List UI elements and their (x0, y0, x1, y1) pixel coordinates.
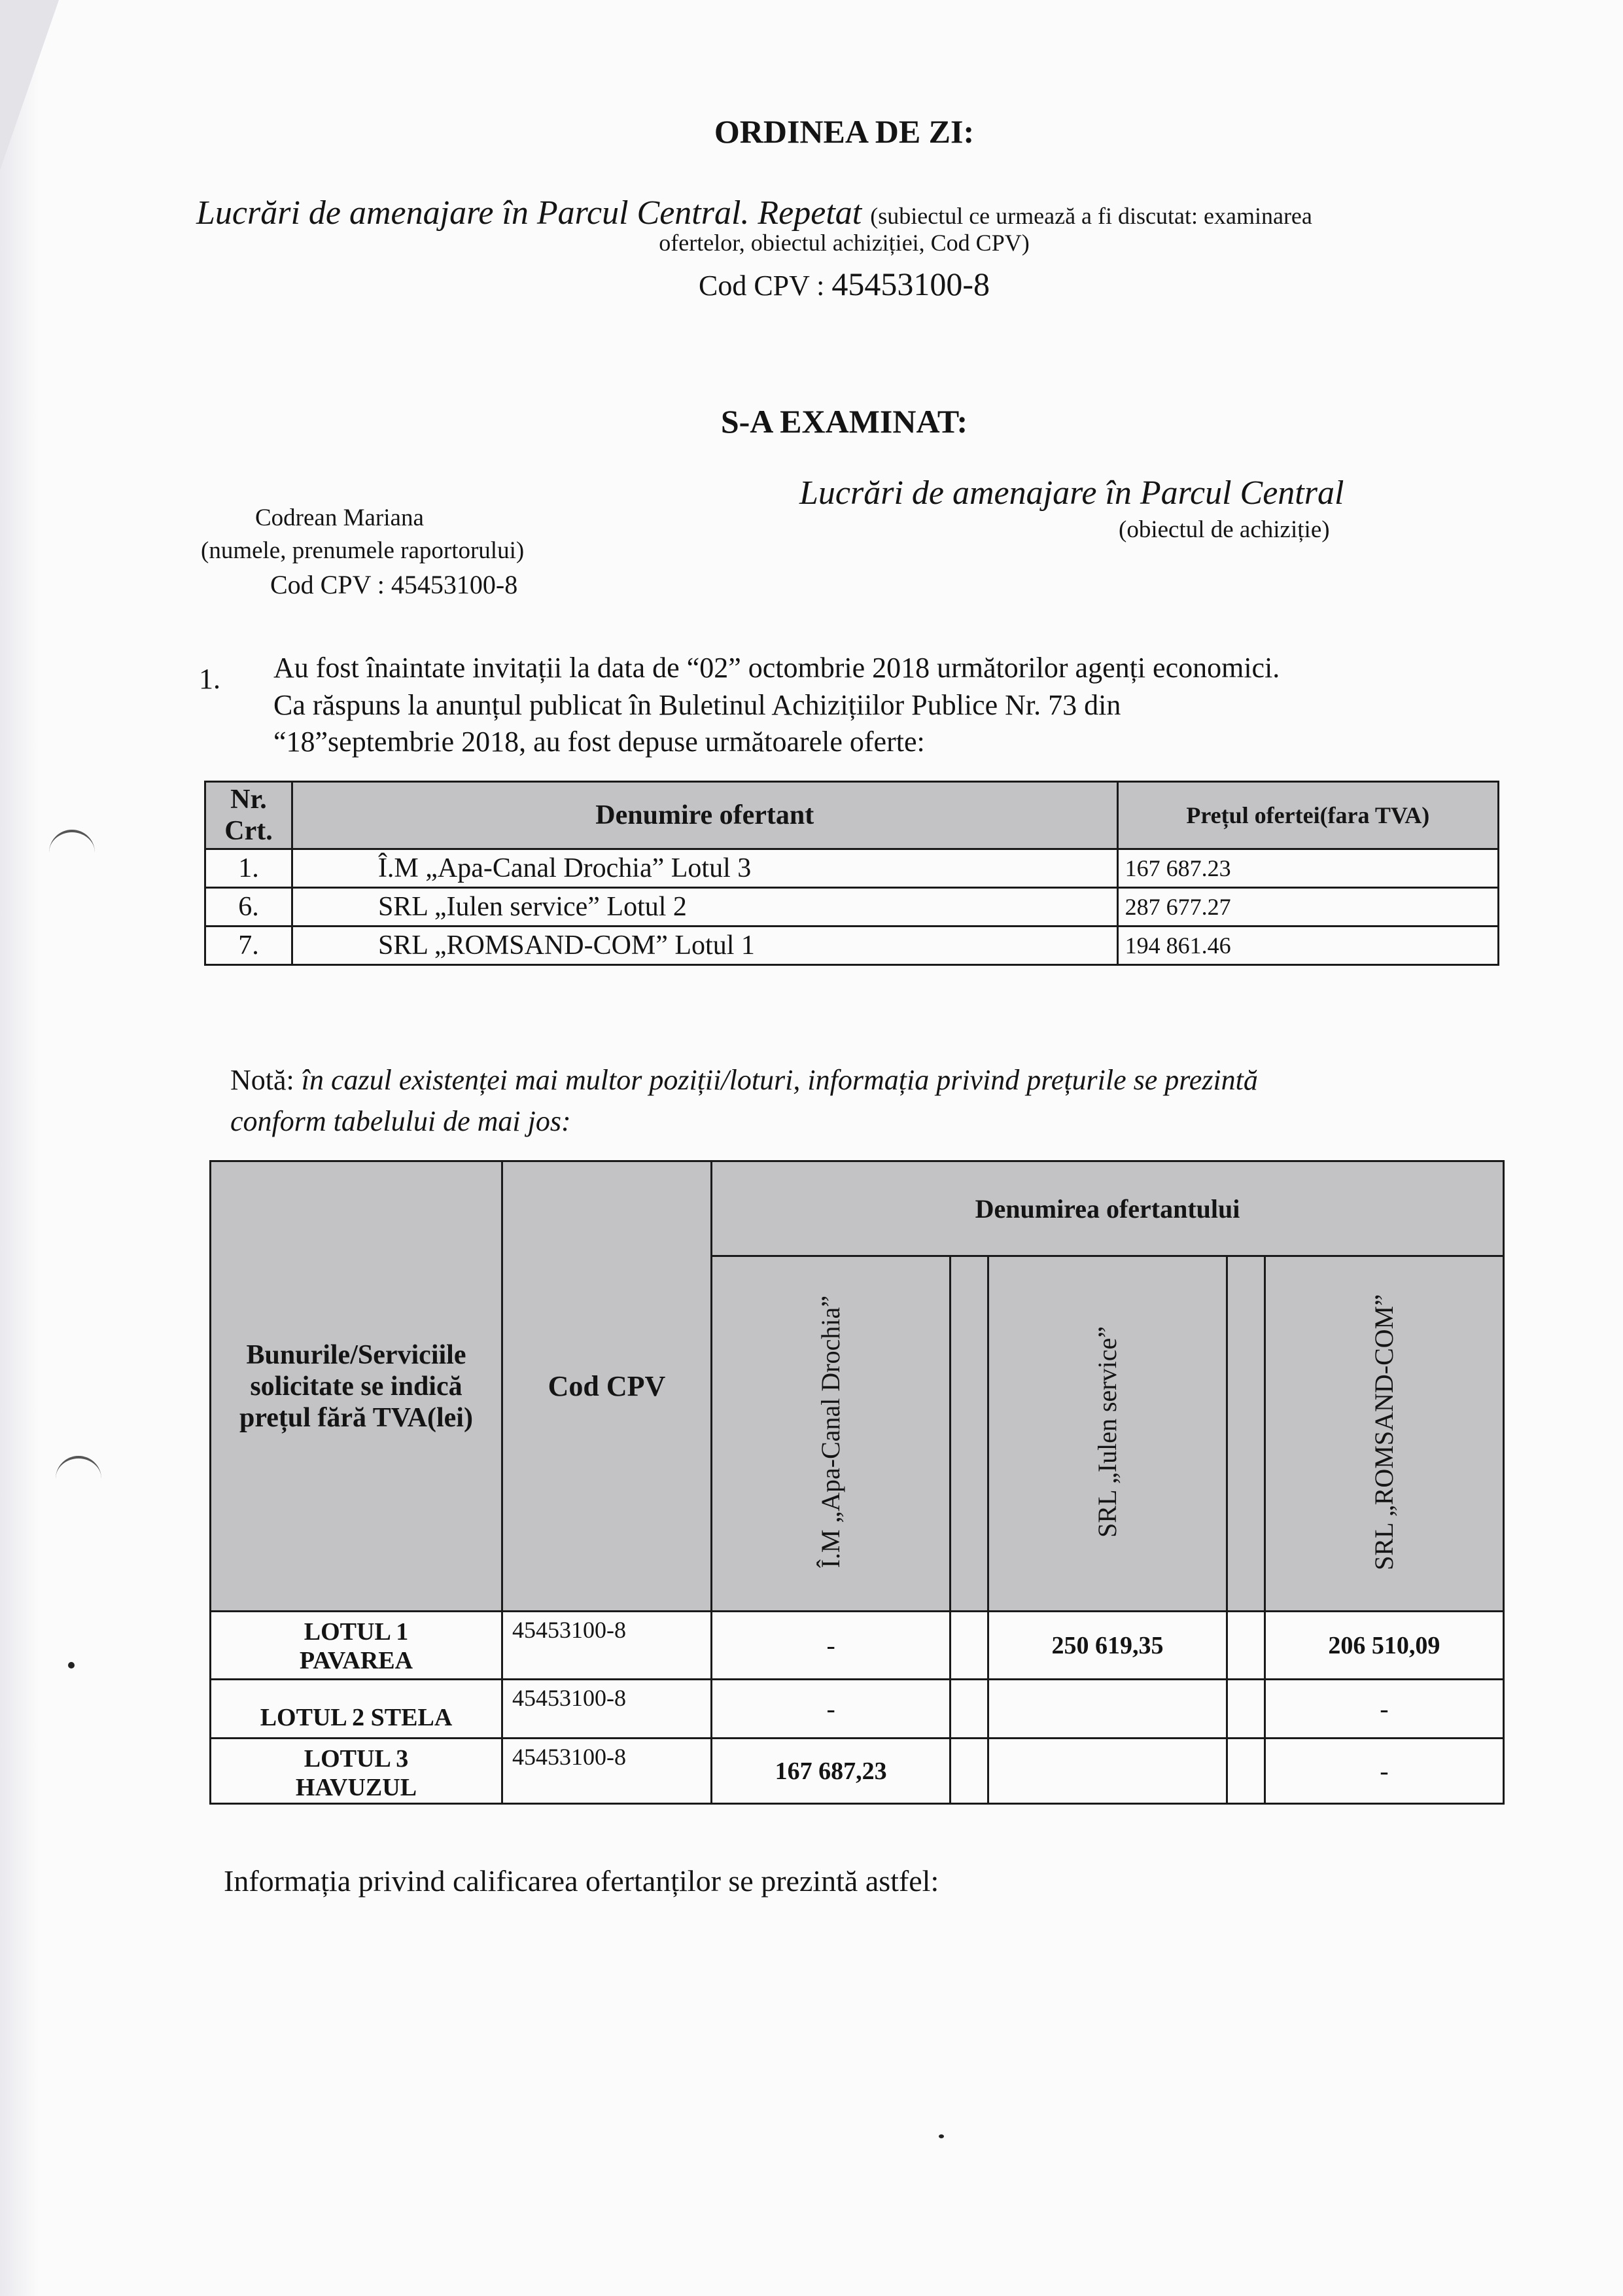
paragraph-line-3: “18”septembrie 2018, au fost depuse următoarele oferte: (273, 726, 925, 758)
subject-line (196, 194, 1312, 232)
row-price: 167 687.23 (1117, 849, 1498, 888)
lot-cpv: 45453100-8 (502, 1612, 711, 1680)
object-label: (obiectul de achiziție) (1119, 516, 1330, 543)
note-text: în cazul existenței mai multor poziții/loturi, informația privind prețurile se prezintă (301, 1064, 1258, 1096)
lot-price: - (1265, 1680, 1503, 1739)
lot-cell (211, 1680, 502, 1739)
agenda-title: ORDINEA DE ZI: (714, 113, 975, 150)
paragraph-line-2: Ca răspuns la anunțul publicat în Buletinul Achizițiilor Publice Nr. 73 din (273, 689, 1121, 721)
lots-header-row (211, 1161, 1504, 1256)
lot-name: LOTUL 1 (304, 1618, 409, 1646)
lot-subname: HAVUZUL (295, 1774, 417, 1801)
lot-price: - (712, 1612, 951, 1680)
examined-title: S-A EXAMINAT: (720, 403, 968, 440)
spacer-cell (951, 1739, 988, 1804)
paragraph-line-1: Au fost înaintate invitații la data de “02” octombrie 2018 următorilor agenți economici. (273, 652, 1280, 684)
spacer-cell (1227, 1739, 1265, 1804)
lot-price: 250 619,35 (988, 1612, 1227, 1680)
lot-name: LOTUL 3 (304, 1745, 409, 1773)
row-nr: 1. (205, 849, 292, 888)
bidder-name: SRL „Iulen service” (1092, 1326, 1122, 1538)
row-bidder: Î.M „Apa-Canal Drochia” Lotul 3 (292, 849, 1117, 888)
row-bidder: SRL „ROMSAND-COM” Lotul 1 (292, 927, 1117, 965)
lot-price (988, 1680, 1227, 1739)
subject-note-continued: ofertelor, obiectul achiziției, Cod CPV) (659, 230, 1030, 256)
reporter-cpv: Cod CPV : 45453100-8 (270, 570, 518, 599)
table-row (211, 1612, 1504, 1680)
row-price: 194 861.46 (1117, 927, 1498, 965)
scan-speck (68, 1662, 75, 1669)
cpv-line (0, 265, 1623, 303)
lot-cpv: 45453100-8 (502, 1680, 711, 1739)
lot-price: - (1265, 1739, 1503, 1804)
header-bidders-group: Denumirea ofertantului (712, 1161, 1504, 1256)
table-row (205, 849, 1499, 888)
row-nr: 6. (205, 888, 292, 927)
bidder-header (988, 1256, 1227, 1612)
cpv-prefix: Cod CPV : (698, 270, 832, 302)
scan-speck (939, 2134, 944, 2138)
offers-header-row (205, 782, 1499, 849)
spacer-cell (951, 1612, 988, 1680)
header-bidder: Denumire ofertant (292, 782, 1117, 849)
note-line-1 (230, 1063, 1258, 1097)
bidder-name: Î.M „Apa-Canal Drochia” (816, 1296, 846, 1568)
spacer-cell (1227, 1612, 1265, 1680)
table-row (205, 888, 1499, 927)
spacer-cell (951, 1680, 988, 1739)
lot-cell (211, 1739, 502, 1804)
lot-subname: PAVAREA (299, 1647, 413, 1674)
subject-note: (subiectul ce urmează a fi discutat: examinarea (870, 203, 1312, 229)
bidder-header (712, 1256, 951, 1612)
header-goods: Bunurile/Serviciile solicitate se indică prețul fără TVA(lei) (211, 1161, 502, 1612)
cpv-code: 45453100-8 (831, 266, 990, 302)
offers-table (204, 781, 1499, 966)
subject-text: Lucrări de amenajare în Parcul Central. Repetat (196, 194, 862, 232)
lot-cell (211, 1612, 502, 1680)
header-nr: Nr. Crt. (205, 782, 292, 849)
lot-cpv: 45453100-8 (502, 1739, 711, 1804)
row-price: 287 677.27 (1117, 888, 1498, 927)
bidder-header (1265, 1256, 1503, 1612)
note-prefix: Notă: (230, 1064, 302, 1096)
table-row (211, 1680, 1504, 1739)
header-cpv: Cod CPV (502, 1161, 711, 1612)
object-title: Lucrări de amenajare în Parcul Central (799, 474, 1344, 512)
lots-table (209, 1160, 1505, 1805)
scan-shadow (0, 0, 39, 2296)
spacer-cell (1227, 1256, 1265, 1612)
lot-price (988, 1739, 1227, 1804)
lot-price: 167 687,23 (712, 1739, 951, 1804)
reporter-label: (numele, prenumele raportorului) (201, 537, 525, 564)
table-row (211, 1739, 1504, 1804)
lot-price: 206 510,09 (1265, 1612, 1503, 1680)
note-line-2: conform tabelului de mai jos: (230, 1105, 571, 1137)
reporter-name: Codrean Mariana (255, 504, 424, 531)
bidder-name: SRL „ROMSAND-COM” (1369, 1294, 1399, 1570)
qualification-info: Informația privind calificarea ofertanților se prezintă astfel: (224, 1864, 939, 1898)
spacer-cell (1227, 1680, 1265, 1739)
header-price: Prețul ofertei(fara TVA) (1117, 782, 1498, 849)
punch-hole-mark (56, 1456, 101, 1485)
spacer-cell (951, 1256, 988, 1612)
table-row (205, 927, 1499, 965)
row-nr: 7. (205, 927, 292, 965)
lot-price: - (712, 1680, 951, 1739)
row-bidder: SRL „Iulen service” Lotul 2 (292, 888, 1117, 927)
paragraph-number: 1. (199, 663, 220, 695)
punch-hole-mark (49, 830, 95, 858)
lot-name: LOTUL 2 STELA (260, 1704, 453, 1731)
